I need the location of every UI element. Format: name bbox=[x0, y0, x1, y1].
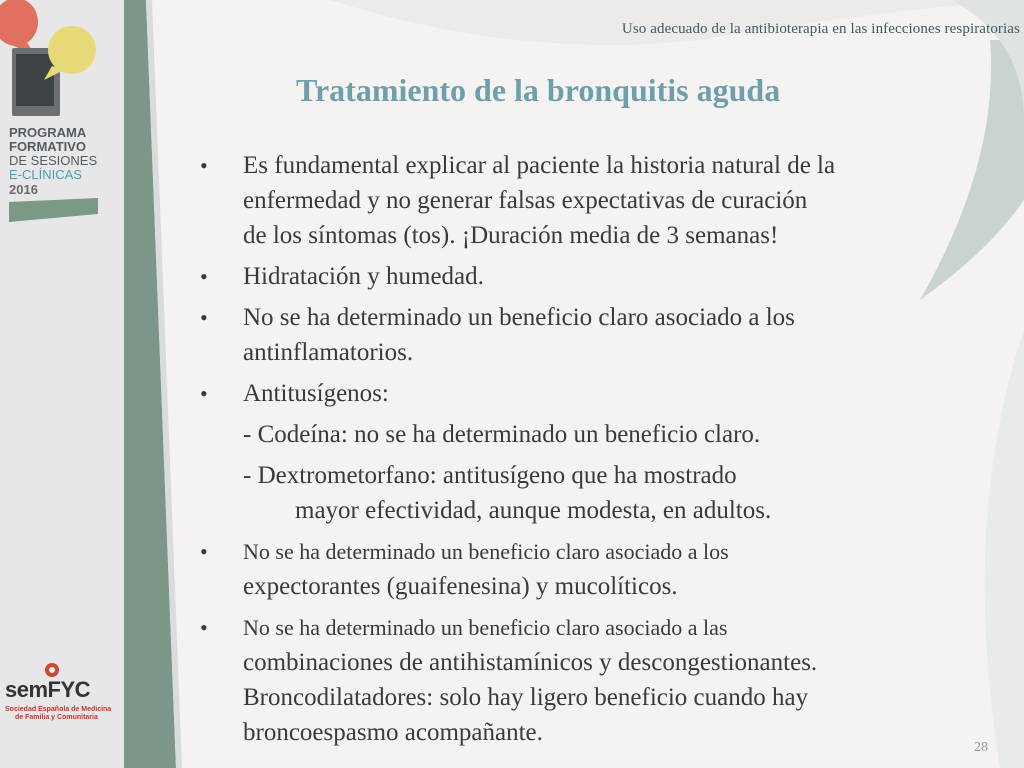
bullet-line: enfermedad y no generar falsas expectativas de curación bbox=[243, 187, 808, 214]
bullet-line: • Antitusígenos: bbox=[243, 380, 389, 407]
bullet-line: Broncodilatadores: solo hay ligero beneficio cuando hay bbox=[243, 684, 809, 711]
bullet-line: • No se ha determinado un beneficio claro asociado a los bbox=[243, 304, 795, 331]
bullet-line: broncoespasmo acompañante. bbox=[243, 719, 543, 746]
bullet-item bbox=[200, 534, 1000, 604]
bullet-line: • Es fundamental explicar al paciente la historia natural de la bbox=[243, 152, 836, 179]
header-text: Uso adecuado de la antibioterapia en las infecciones respiratorias bbox=[621, 21, 1020, 37]
bullet-item bbox=[200, 376, 1000, 411]
semfyc-emblem-icon bbox=[5, 663, 120, 677]
sub-line: - Codeína: no se ha determinado un beneficio claro. bbox=[243, 421, 761, 448]
logo-name: semFYC bbox=[5, 677, 91, 702]
bullet-line: • No se ha determinado un beneficio claro asociado a los bbox=[243, 539, 729, 564]
bullet-item bbox=[200, 148, 1000, 253]
bullet-item bbox=[200, 610, 1000, 750]
program-bar bbox=[0, 0, 124, 230]
bullet-line: de los síntomas (tos). ¡Duración media de 3 semanas! bbox=[243, 222, 779, 249]
sub-item bbox=[200, 458, 1000, 528]
bullet-line: combinaciones de antihistamínicos y descongestionantes. bbox=[243, 649, 818, 676]
logo-subtitle-2: de Familia y Comunitaria bbox=[15, 714, 98, 721]
slide-title: Tratamiento de la bronquitis aguda bbox=[296, 72, 781, 108]
logo-subtitle-1: Sociedad Española de Medicina bbox=[5, 706, 112, 713]
bullet-line: expectorantes (guaifenesina) y mucolíticos. bbox=[243, 573, 678, 600]
page-number: 28 bbox=[974, 740, 988, 755]
sub-item bbox=[200, 417, 1000, 452]
bullet-line: • No se ha determinado un beneficio claro asociado a las bbox=[243, 615, 728, 640]
sub-line: - Dextrometorfano: antitusígeno que ha mostrado bbox=[243, 462, 737, 489]
bullet-line: antinflamatorios. bbox=[243, 339, 414, 366]
sub-line: mayor efectividad, aunque modesta, en adultos. bbox=[295, 497, 772, 524]
program-year: 2016 bbox=[9, 182, 38, 197]
program-line2: FORMATIVO bbox=[9, 139, 87, 154]
program-line1: PROGRAMA bbox=[9, 125, 87, 140]
program-line4: E-CLÍNICAS bbox=[9, 167, 82, 182]
bullet-line: • Hidratación y humedad. bbox=[243, 263, 484, 290]
bullet-item bbox=[200, 300, 1000, 370]
bullet-item bbox=[200, 259, 1000, 294]
program-line3: DE SESIONES bbox=[9, 153, 98, 168]
slide-content bbox=[200, 148, 1000, 756]
